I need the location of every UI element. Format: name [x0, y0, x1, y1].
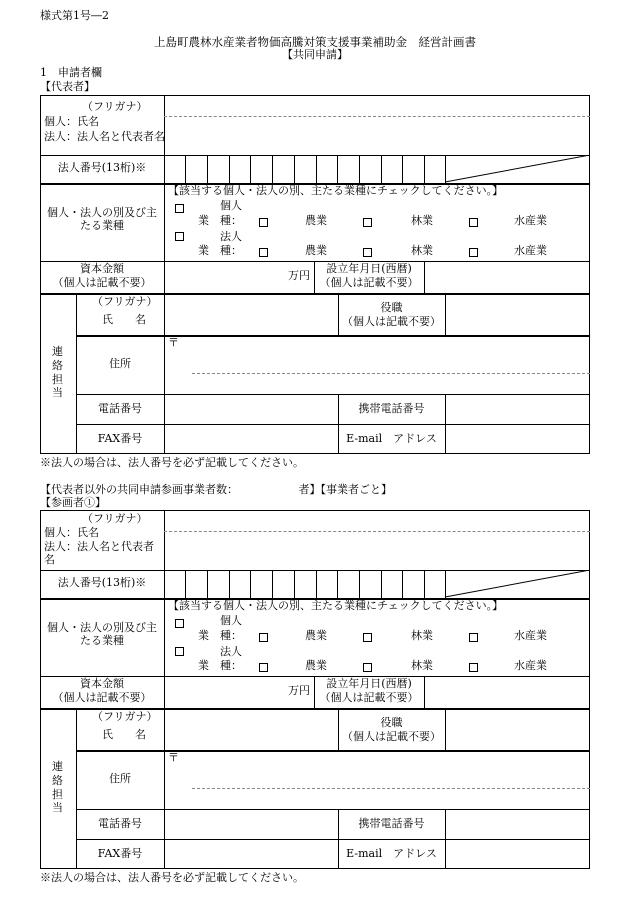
corp-fish-checkbox[interactable]	[469, 248, 478, 257]
footnote: ※法人の場合は、法人番号を必ず記載してください。	[40, 456, 304, 469]
man-yen-label: 万円	[288, 269, 310, 282]
business-type-label: 業 種：	[198, 214, 242, 227]
corp-name-label: 法人：法人名と代表者名	[44, 540, 154, 566]
agriculture-label: 農業	[305, 659, 327, 672]
corp-forest-checkbox[interactable]	[363, 663, 372, 672]
position-note: （個人は記載不要）	[342, 730, 441, 743]
corp-number-boxes[interactable]	[164, 570, 446, 598]
forestry-label: 林業	[411, 244, 433, 257]
fishery-label: 水産業	[514, 244, 547, 257]
ind-fish-checkbox[interactable]	[469, 633, 478, 642]
agriculture-label: 農業	[305, 629, 327, 642]
corp-agri-checkbox[interactable]	[259, 663, 268, 672]
capital-label: 資本金額	[80, 677, 124, 690]
section-heading: 1 申請者欄	[40, 66, 102, 79]
established-note: （個人は記載不要）	[319, 276, 419, 289]
mobile-label: 携帯電話番号	[358, 402, 425, 415]
individual-name-label: 個人：氏名	[44, 526, 99, 539]
category-label: 個人・法人の別及び主たる業種	[47, 621, 157, 647]
corporation-checkbox[interactable]	[175, 232, 184, 241]
contact-label: 連絡担当	[52, 760, 63, 815]
fishery-label: 水産業	[514, 629, 547, 642]
fax-label: FAX番号	[97, 847, 143, 860]
postal-mark: 〒	[168, 336, 179, 349]
corp-number-label: 法人番号(13桁)※	[57, 161, 147, 174]
furigana-label: （フリガナ）	[92, 295, 158, 308]
individual-label: 個人	[220, 614, 242, 627]
individual-checkbox[interactable]	[175, 619, 184, 628]
furigana-label: （フリガナ）	[82, 512, 148, 525]
established-label: 設立年月日(西暦)	[326, 677, 412, 690]
representative-form	[40, 95, 590, 454]
check-instruction: 【該当する個人・法人の別、主たる業種にチェックしてください。】	[168, 599, 504, 612]
position-label: 役職	[380, 716, 403, 729]
corporation-label: 法人	[220, 645, 242, 658]
capital-note: （個人は記載不要）	[52, 276, 152, 289]
address-input[interactable]	[192, 788, 590, 789]
furigana-label: （フリガナ）	[92, 710, 158, 723]
forestry-label: 林業	[411, 629, 433, 642]
name-label: 氏 名	[102, 313, 146, 326]
position-label: 役職	[380, 301, 403, 314]
mobile-label: 携帯電話番号	[358, 817, 425, 830]
corporation-label: 法人	[220, 230, 242, 243]
phone-label: 電話番号	[98, 817, 142, 830]
corp-agri-checkbox[interactable]	[259, 248, 268, 257]
individual-name-label: 個人：氏名	[44, 115, 99, 128]
corp-fish-checkbox[interactable]	[469, 663, 478, 672]
ind-agri-checkbox[interactable]	[259, 633, 268, 642]
ind-fish-checkbox[interactable]	[469, 218, 478, 227]
fax-label: FAX番号	[97, 432, 143, 445]
corp-number-label: 法人番号(13桁)※	[57, 576, 147, 589]
email-label: E-mail アドレス	[346, 847, 437, 860]
address-input[interactable]	[192, 373, 590, 374]
capital-label: 資本金額	[80, 262, 124, 275]
forestry-label: 林業	[411, 659, 433, 672]
participants-line: 【代表者以外の共同申請参画事業者数： 者】【事業者ごと】	[40, 483, 392, 496]
individual-checkbox[interactable]	[175, 204, 184, 213]
name-label: 氏 名	[102, 728, 146, 741]
name-input[interactable]	[164, 531, 590, 532]
page-title: 上島町農林水産業者物価高騰対策支援事業補助金 経営計画書	[154, 35, 476, 49]
postal-mark: 〒	[168, 751, 179, 764]
name-input[interactable]	[164, 116, 590, 117]
participant-tag: 【参画者①】	[40, 496, 106, 509]
established-note: （個人は記載不要）	[319, 691, 419, 704]
corp-number-boxes[interactable]	[164, 155, 446, 183]
furigana-label: （フリガナ）	[82, 100, 148, 113]
contact-label: 連絡担当	[52, 345, 63, 400]
fishery-label: 水産業	[514, 659, 547, 672]
fishery-label: 水産業	[514, 214, 547, 227]
page-subtitle: 【共同申請】	[282, 48, 348, 61]
man-yen-label: 万円	[288, 684, 310, 697]
representative-tag: 【代表者】	[40, 80, 95, 93]
business-type-label: 業 種：	[198, 244, 242, 257]
category-label: 個人・法人の別及び主たる業種	[47, 206, 157, 232]
check-instruction: 【該当する個人・法人の別、主たる業種にチェックしてください。】	[168, 184, 504, 197]
ind-agri-checkbox[interactable]	[259, 218, 268, 227]
corp-name-label: 法人：法人名と代表者名	[44, 130, 165, 143]
participant-form	[40, 510, 590, 869]
individual-label: 個人	[220, 199, 242, 212]
established-label: 設立年月日(西暦)	[326, 262, 412, 275]
footnote: ※法人の場合は、法人番号を必ず記載してください。	[40, 871, 304, 884]
forestry-label: 林業	[411, 214, 433, 227]
address-label: 住所	[109, 357, 131, 370]
email-label: E-mail アドレス	[346, 432, 437, 445]
ind-forest-checkbox[interactable]	[363, 633, 372, 642]
position-note: （個人は記載不要）	[342, 315, 441, 328]
phone-label: 電話番号	[98, 402, 142, 415]
capital-note: （個人は記載不要）	[52, 691, 152, 704]
business-type-label: 業 種：	[198, 659, 242, 672]
agriculture-label: 農業	[305, 214, 327, 227]
corporation-checkbox[interactable]	[175, 647, 184, 656]
corp-forest-checkbox[interactable]	[363, 248, 372, 257]
business-type-label: 業 種：	[198, 629, 242, 642]
ind-forest-checkbox[interactable]	[363, 218, 372, 227]
address-label: 住所	[109, 772, 131, 785]
form-id: 様式第1号―2	[40, 9, 109, 22]
agriculture-label: 農業	[305, 244, 327, 257]
